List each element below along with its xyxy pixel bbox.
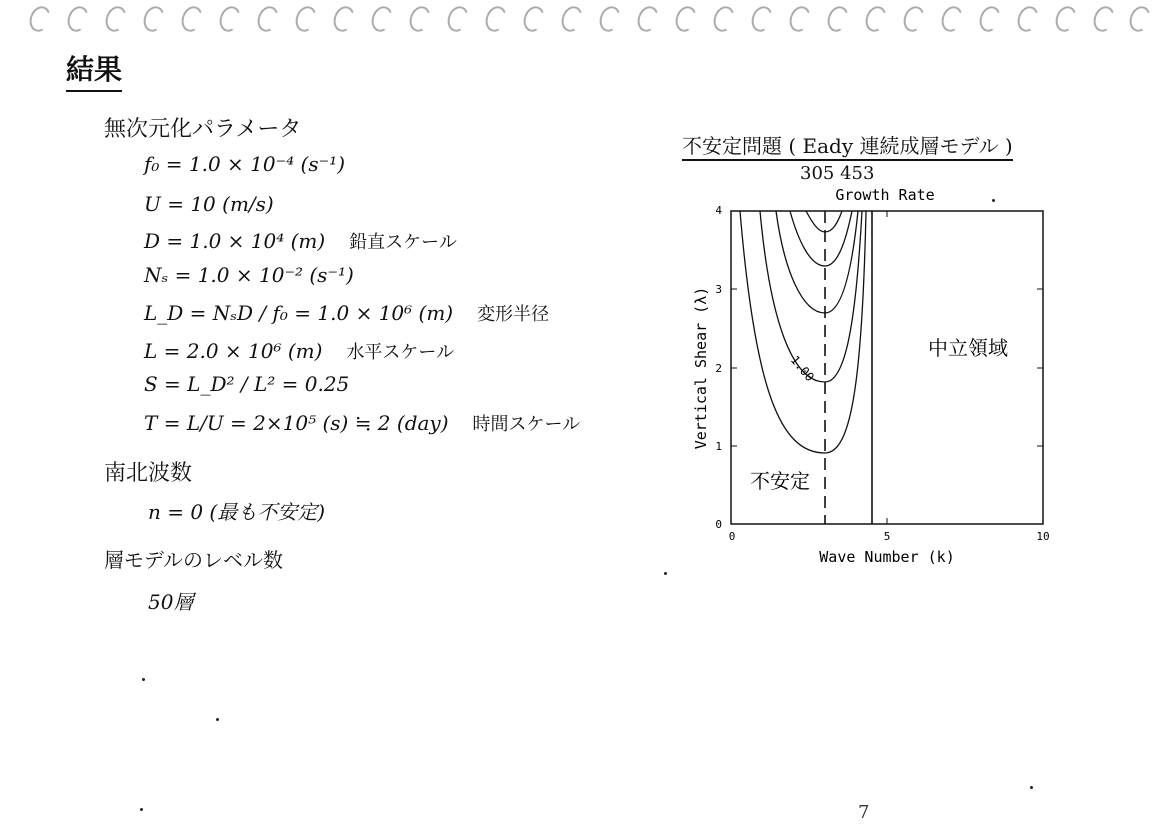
param-expression: Nₛ = 1.0 × 10⁻² (s⁻¹) — [144, 263, 354, 287]
x-axis-label: Wave Number (k) — [819, 548, 955, 566]
param-expression: f₀ = 1.0 × 10⁻⁴ (s⁻¹) — [144, 152, 345, 176]
section-params-title: 無次元化パラメータ — [104, 117, 302, 142]
contour-line — [790, 211, 852, 266]
contour-label: 1.00 — [787, 352, 818, 385]
levels-value: 50層 — [148, 590, 194, 614]
wavenumber-value: n = 0 (最も不安定) — [148, 500, 326, 524]
speck — [140, 808, 143, 811]
param-expression: U = 10 (m/s) — [144, 192, 274, 216]
section-levels-title: 層モデルのレベル数 — [104, 548, 283, 572]
handwritten-numbers: 305 453 — [800, 163, 875, 184]
contour-line — [760, 211, 862, 385]
page-heading: 結果 — [66, 48, 122, 92]
speck — [142, 678, 145, 681]
y-axis-label: Vertical Shear (λ) — [692, 286, 710, 450]
param-note: 鉛直スケール — [349, 232, 457, 253]
speck — [992, 199, 995, 202]
y-tick-label: 1 — [715, 440, 722, 453]
contour-line — [806, 211, 842, 232]
x-tick-label: 0 — [728, 530, 736, 543]
param-expression: S = L_D² / L² = 0.25 — [144, 372, 350, 396]
y-tick-label: 4 — [715, 204, 722, 217]
param-note: 水平スケール — [346, 342, 455, 363]
neutral-region-label: 中立領域 — [928, 336, 1008, 360]
section-wavenumber-title: 南北波数 — [104, 461, 193, 486]
param-expression: T = L/U = 2×10⁵ (s) ≒ 2 (day) — [144, 411, 449, 435]
x-ticks — [729, 211, 1050, 543]
param-expression: L_D = NₛD / f₀ = 1.0 × 10⁶ (m) — [144, 301, 454, 325]
param-note: 変形半径 — [477, 304, 550, 325]
chart-title: Growth Rate — [835, 186, 935, 204]
y-tick-label: 3 — [715, 283, 722, 296]
param-note: 時間スケール — [472, 414, 581, 435]
speck — [216, 718, 219, 721]
y-tick-label: 2 — [715, 362, 722, 375]
param-expression: D = 1.0 × 10⁴ (m) — [144, 229, 326, 253]
chart-heading: 不安定問題 ( Eady 連続成層モデル ) — [682, 130, 1013, 161]
x-tick-label: 10 — [1036, 530, 1050, 543]
x-tick-label: 5 — [883, 530, 891, 543]
page-number: 7 — [858, 802, 870, 823]
speck — [1030, 786, 1033, 789]
unstable-region-label: 不安定 — [750, 469, 810, 493]
contour-line — [776, 211, 858, 313]
contours — [740, 211, 866, 453]
param-expression: L = 2.0 × 10⁶ (m) — [144, 339, 323, 363]
speck — [664, 572, 667, 575]
y-tick-label: 0 — [715, 518, 722, 531]
